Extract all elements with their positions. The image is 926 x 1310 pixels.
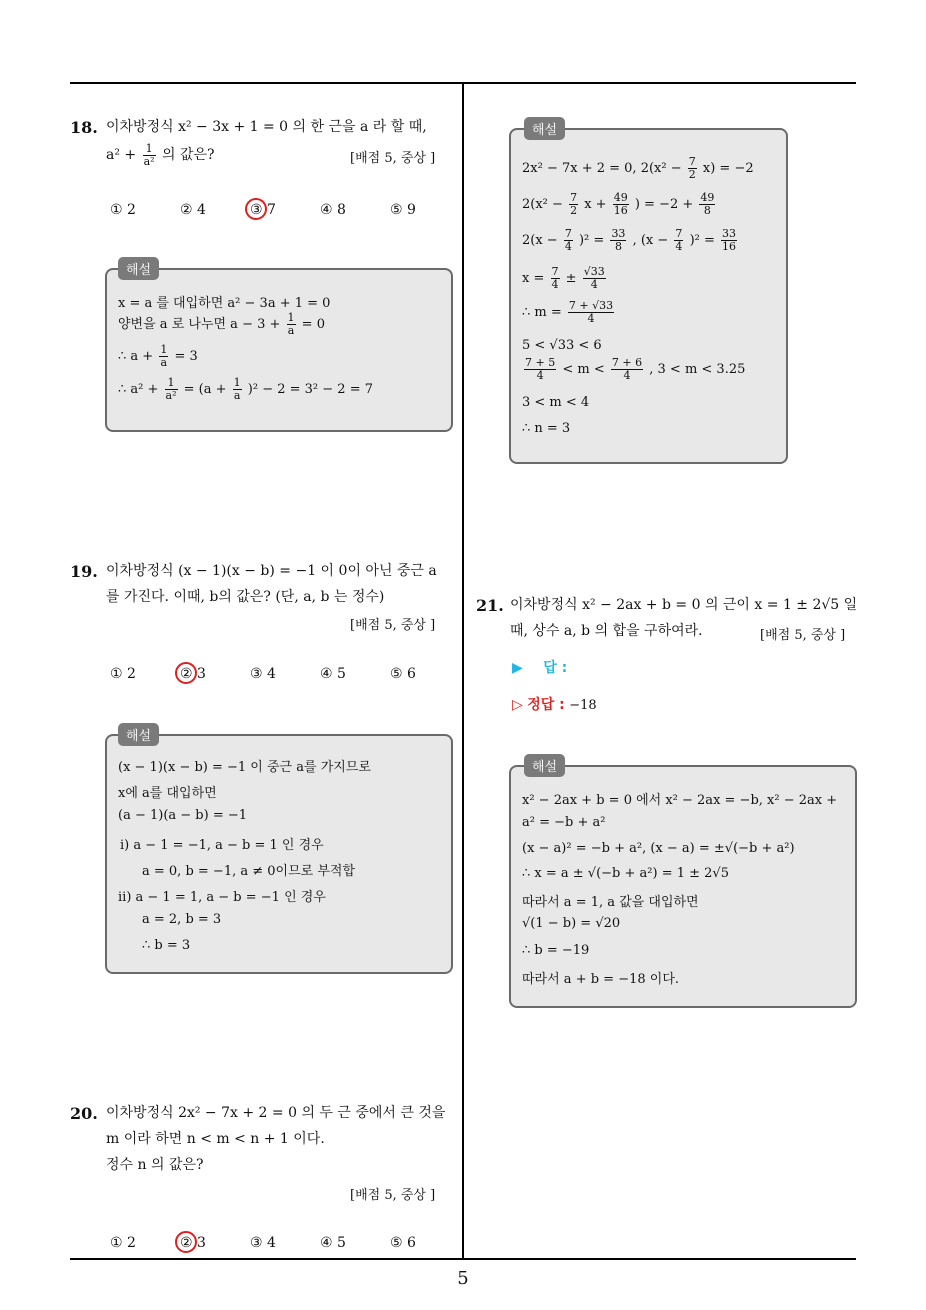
q19-line1: 이차방정식 (x − 1)(x − b) = −1 이 0이 아닌 중근 a [106,563,437,579]
q21-line1: 이차방정식 x² − 2ax + b = 0 의 근이 x = 1 ± 2√5 일 [510,597,858,613]
q21-sol-line8: 따라서 a + b = −18 이다. [522,972,680,987]
q20-sol-line2: 2(x² − $\frac{7}{2}$ x + $\frac{49}{16}$ ) = −2 + $\frac{49}{8}$ [522,191,715,217]
q19-sol-line7: a = 2, b = 3 [142,912,222,927]
page-number: 5 [457,1268,469,1289]
q21-sol-line6: √(1 − b) = √20 [522,916,621,931]
q19-sol-line6: ⅱ) a − 1 = 1, a − b = −1 인 경우 [118,890,326,905]
q21-number: 21. [476,596,504,615]
q19-sol-line3: (a − 1)(a − b) = −1 [118,808,248,823]
q20-sol-line7: $\frac{7 + 5}{4}$ < m < $\frac{7 + 6}{4}$ , 3 < m < 3.25 [525,356,746,382]
q18-sol-line3: ∴ a + $\frac{1}{a}$ = 3 [118,343,198,369]
q20-sol-line4: x = $\frac{7}{4}$ ± $\frac{√33}{4}$ [522,265,605,291]
q19-choice-4[interactable]: ④ 5 [320,666,346,682]
q20-choice-2[interactable]: ② 3 [180,1235,206,1251]
play-outline-icon: ▷ [512,697,523,713]
q20-choice-1[interactable]: ① 2 [110,1235,136,1251]
q18-answer-mark [245,198,267,220]
q21-sol-line5: 따라서 a = 1, a 값을 대입하면 [522,895,699,910]
q21-sol-line3: (x − a)² = −b + a², (x − a) = ±√(−b + a²) [522,841,795,856]
q19-line2: 를 가진다. 이때, b의 값은? (단, a, b 는 정수) [106,589,385,605]
q21-answer-row [512,657,567,677]
q21-sol-line7: ∴ b = −19 [522,943,590,958]
q19-sol-line4: ⅰ) a − 1 = −1, a − b = 1 인 경우 [120,838,324,853]
q18-solution-tag: 해설 [118,257,159,280]
q21-meta: [배점 5, 중상 ] [760,628,846,643]
q20-sol-line6: 5 < √33 < 6 [522,338,602,353]
q19-sol-line8: ∴ b = 3 [142,938,191,953]
q21-sol-line1: x² − 2ax + b = 0 에서 x² − 2ax = −b, x² − 2ax + [522,793,838,808]
q20-sol-line8: 3 < m < 4 [522,395,590,410]
q18-choice-4[interactable]: ④ 8 [320,202,346,218]
q19-answer-mark [175,662,197,684]
q20-solution-tag: 해설 [524,117,565,140]
q19-choice-5[interactable]: ⑤ 6 [390,666,416,682]
q20-sol-line1: 2x² − 7x + 2 = 0, 2(x² − $\frac{7}{2}$ x) = −2 [522,155,754,181]
q19-number: 19. [70,562,98,581]
q18-choice-1[interactable]: ① 2 [110,202,136,218]
column-divider [462,82,464,1259]
q18-meta: [배점 5, 중상 ] [350,151,436,166]
q19-choice-3[interactable]: ③ 4 [250,666,276,682]
q20-line3: 정수 n 의 값은? [106,1157,204,1173]
q21-correct-row [512,694,597,714]
play-icon: ▶ [512,660,523,676]
q19-solution-tag: 해설 [118,723,159,746]
q20-answer-mark [175,1231,197,1253]
q19-meta: [배점 5, 중상 ] [350,618,436,633]
q19-choice-1[interactable]: ① 2 [110,666,136,682]
q20-sol-line5: ∴ m = $\frac{7 + √33}{4}$ [522,299,614,325]
q18-sol-line2: 양변을 a 로 나누면 a − 3 + $\frac{1}{a}$ = 0 [118,311,325,337]
q18-frac: $\frac{1}{\text{a²}}$ [143,141,155,168]
q20-choice-3[interactable]: ③ 4 [250,1235,276,1251]
correct-label: 정답 : [527,697,565,713]
q20-sol-line9: ∴ n = 3 [522,421,571,436]
q19-sol-line5: a = 0, b = −1, a ≠ 0이므로 부적합 [142,864,356,879]
q20-choice-4[interactable]: ④ 5 [320,1235,346,1251]
q21-line2: 때, 상수 a, b 의 합을 구하여라. [510,623,703,639]
q20-choice-5[interactable]: ⑤ 6 [390,1235,416,1251]
q20-meta: [배점 5, 중상 ] [350,1188,436,1203]
q20-line1: 이차방정식 2x² − 7x + 2 = 0 의 두 근 중에서 큰 것을 [106,1105,446,1121]
q18-choice-5[interactable]: ⑤ 9 [390,202,416,218]
q18-choice-2[interactable]: ② 4 [180,202,206,218]
q19-choice-2[interactable]: ② 3 [180,666,206,682]
q18-line1: 이차방정식 x² − 3x + 1 = 0 의 한 근을 a 라 할 때, [106,119,427,135]
q21-sol-line4: ∴ x = a ± √(−b + a²) = 1 ± 2√5 [522,866,729,881]
q18-sol-line1: x = a 를 대입하면 a² − 3a + 1 = 0 [118,296,331,311]
q21-solution-tag: 해설 [524,754,565,777]
q21-sol-line2: a² = −b + a² [522,815,606,830]
bottom-rule [70,1258,856,1260]
q19-sol-line1: (x − 1)(x − b) = −1 이 중근 a를 가지므로 [118,760,371,775]
q20-sol-line3: 2(x − $\frac{7}{4}$ )² = $\frac{33}{8}$ , (x − $\frac{7}{4}$ )² = $\frac{33}{16}$ [522,227,737,253]
correct-value: −18 [569,698,597,713]
q18-choice-3[interactable]: ③ 7 [250,202,276,218]
q20-number: 20. [70,1104,98,1123]
q20-line2: m 이라 하면 n < m < n + 1 이다. [106,1131,325,1147]
q18-line2: a² + $\frac{1}{\text{a²}}$ 의 값은? [106,141,215,168]
answer-label: 답 : [543,660,568,676]
q19-sol-line2: x에 a를 대입하면 [118,786,217,801]
q18-number: 18. [70,118,98,137]
q18-sol-line4: ∴ a² + $\frac{1}{\text{a²}}$ = (a + $\frac{1}{a}$ )² − 2 = 3² − 2 = 7 [118,376,374,402]
